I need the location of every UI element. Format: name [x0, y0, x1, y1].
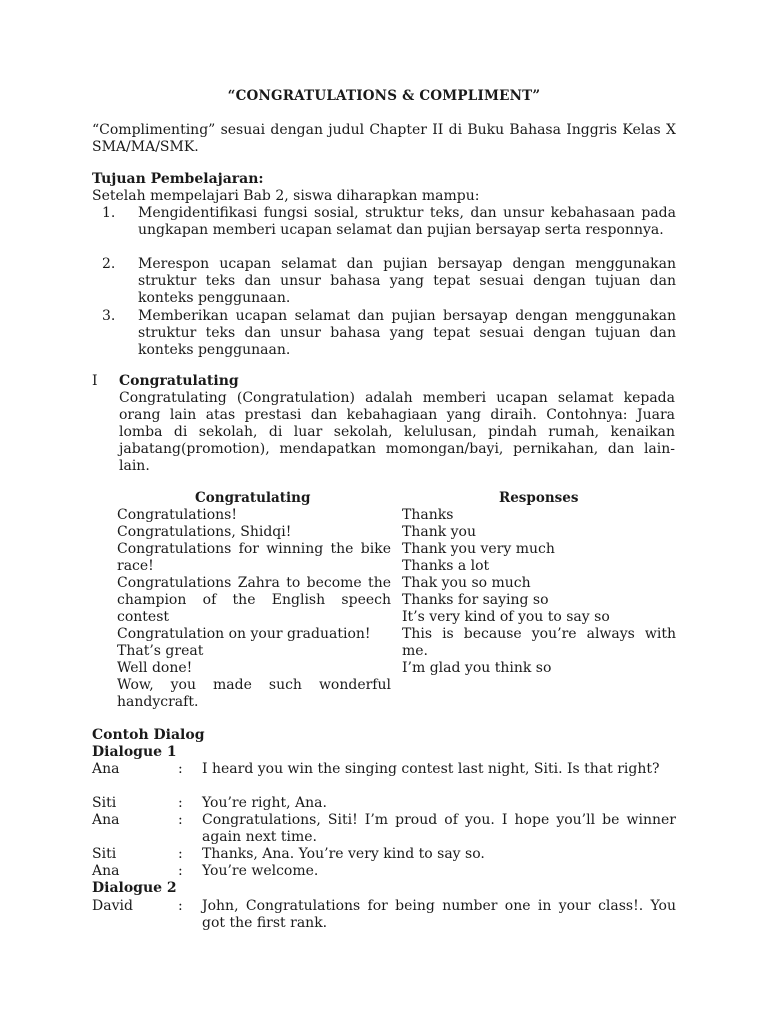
section-body: Congratulating (Congratulation) adalah memberi ucapan selamat kepada orang lain atas prestasi dan kebahagiaan yang diraih. Contohnya: Juara lomba di sekolah, di luar sekolah, kelulusan, pindah rumah, kenaikan jabatang(promotion), mendapatkan momongan/bayi, pernikahan, dan lain-lain. [119, 390, 675, 474]
examples-heading: Contoh Dialog [92, 727, 205, 743]
response-expression: Thak you so much [402, 575, 531, 591]
speaker-name: Siti [92, 846, 117, 862]
section-heading: Congratulating [119, 373, 239, 389]
congratulating-expression: That’s great [117, 643, 204, 659]
congratulating-expression: Congratulations! [117, 507, 237, 523]
objective-number: 2. [102, 256, 116, 272]
response-expression: Thanks for saying so [402, 592, 549, 608]
response-expression: It’s very kind of you to say so [402, 609, 610, 625]
speaker-colon: : [178, 761, 183, 777]
dialogue-1-heading: Dialogue 1 [92, 744, 177, 760]
congratulating-expression: Wow, you made such wonderful handycraft. [117, 677, 391, 710]
speaker-colon: : [178, 812, 183, 828]
utterance: Thanks, Ana. You’re very kind to say so. [202, 846, 485, 862]
objective-text: Mengidentifikasi fungsi sosial, struktur teks, dan unsur kebahasaan pada ungkapan memberi ucapan selamat dan pujian bersayap serta responnya. [138, 205, 676, 238]
utterance: Congratulations, Siti! I’m proud of you. I hope you’ll be winner again next time. [202, 812, 676, 845]
intro-paragraph: “Complimenting” sesuai dengan judul Chapter II di Buku Bahasa Inggris Kelas X SMA/MA/SMK. [92, 122, 676, 155]
utterance: You’re right, Ana. [202, 795, 327, 811]
table-header-congratulating: Congratulating [195, 490, 311, 506]
response-expression: Thanks a lot [402, 558, 490, 574]
objective-number: 3. [102, 308, 116, 324]
dialogue-2-heading: Dialogue 2 [92, 880, 177, 896]
speaker-colon: : [178, 846, 183, 862]
utterance: I heard you win the singing contest last night, Siti. Is that right? [202, 761, 660, 777]
speaker-name: Ana [92, 812, 120, 828]
congratulating-column [117, 507, 391, 711]
response-expression: Thank you very much [402, 541, 555, 557]
objectives-heading: Tujuan Pembelajaran: [92, 171, 264, 187]
responses-column [402, 507, 676, 677]
objective-text: Memberikan ucapan selamat dan pujian bersayap dengan menggunakan struktur teks dan unsur bahasa yang tepat sesuai dengan tujuan dan konteks penggunaan. [138, 308, 676, 358]
congratulating-expression: Congratulations Zahra to become the champion of the English speech contest [117, 575, 391, 625]
congratulating-expression: Congratulations, Shidqi! [117, 524, 292, 540]
congratulating-expression: Well done! [117, 660, 193, 676]
document-title: “CONGRATULATIONS & COMPLIMENT” [227, 88, 541, 104]
response-expression: Thank you [402, 524, 477, 540]
response-expression: I’m glad you think so [402, 660, 552, 676]
speaker-colon: : [178, 898, 183, 914]
speaker-name: David [92, 898, 133, 914]
objective-text: Merespon ucapan selamat dan pujian bersayap dengan menggunakan struktur teks dan unsur bahasa yang tepat sesuai dengan tujuan dan konteks penggunaan. [138, 256, 676, 306]
speaker-name: Siti [92, 795, 117, 811]
section-number: I [92, 373, 98, 389]
congratulating-expression: Congratulations for winning the bike race! [117, 541, 391, 574]
speaker-name: Ana [92, 761, 120, 777]
speaker-colon: : [178, 795, 183, 811]
response-expression: Thanks [402, 507, 454, 523]
congratulating-expression: Congratulation on your graduation! [117, 626, 371, 642]
response-expression: This is because you’re always with me. [402, 626, 676, 659]
speaker-colon: : [178, 863, 183, 879]
objective-number: 1. [102, 205, 116, 221]
utterance: John, Congratulations for being number one in your class!. You got the first rank. [202, 898, 676, 931]
speaker-name: Ana [92, 863, 120, 879]
objectives-lead: Setelah mempelajari Bab 2, siswa diharapkan mampu: [92, 188, 480, 204]
table-header-responses: Responses [499, 490, 579, 506]
utterance: You’re welcome. [202, 863, 319, 879]
